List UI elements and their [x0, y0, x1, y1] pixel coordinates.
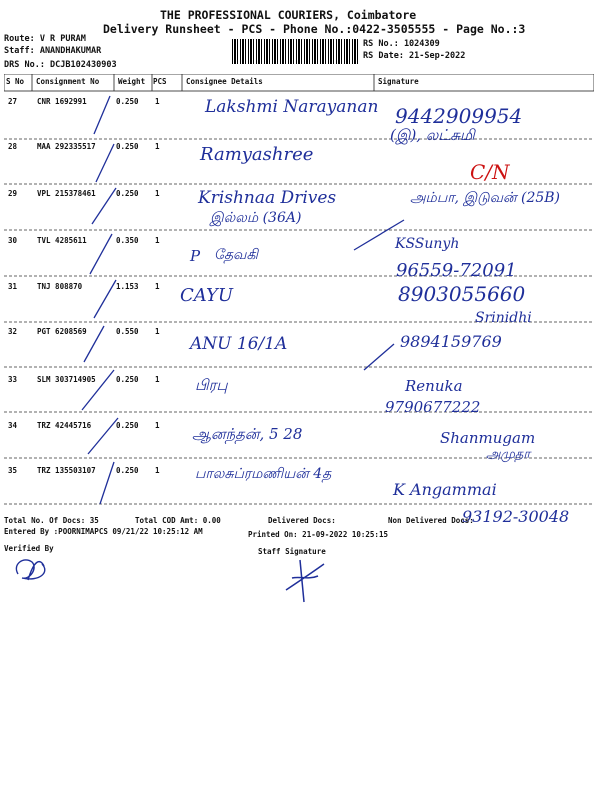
row-sno: 30: [8, 236, 18, 245]
rs-date: RS Date: 21-Sep-2022: [363, 51, 466, 61]
row-consignment: TRZ 42445716: [37, 421, 92, 430]
col-weight: Weight: [118, 77, 146, 86]
staff-label: Staff: ANANDHAKUMAR: [4, 46, 102, 56]
consignee-address: இல்லம் (36A): [210, 210, 302, 226]
col-pcs: PCS: [153, 77, 167, 86]
status-note: C/N: [470, 160, 510, 184]
col-consignee: Consignee Details: [186, 77, 263, 86]
receiver-signature: அம்பா, இடுவன் (25B): [410, 190, 561, 206]
row-weight: 0.250: [116, 142, 139, 151]
non-delivered-docs: Non Delivered Docs:: [388, 516, 474, 525]
row-sno: 29: [8, 189, 18, 198]
row-consignment: CNR 1692991: [37, 97, 87, 106]
row-sno: 34: [8, 421, 18, 430]
row-weight: 0.250: [116, 466, 139, 475]
row-sno: 32: [8, 327, 18, 336]
consignee-name: ANU 16/1A: [190, 334, 288, 354]
consignee-name: Ramyashree: [200, 144, 314, 165]
row-weight: 0.550: [116, 327, 139, 336]
consignee-name: Lakshmi Narayanan: [205, 97, 379, 117]
row-pcs: 1: [155, 142, 160, 151]
consignee-address: தேவகி: [214, 247, 258, 263]
col-sno: S No: [6, 77, 25, 86]
consignee-name: ஆனந்தன், 5 28: [192, 425, 303, 443]
row-pcs: 1: [155, 375, 160, 384]
staff-signature: [280, 556, 330, 604]
drs-label: DRS No.: DCJB102430903: [4, 60, 117, 70]
row-weight: 0.250: [116, 375, 139, 384]
row-sno: 28: [8, 142, 18, 151]
receiver-name: K Angammai: [393, 480, 497, 499]
receiver-phone: 8903055660: [398, 282, 526, 306]
row-sno: 33: [8, 375, 18, 384]
runsheet-title: Delivery Runsheet - PCS - Phone No.:0422-3505555 - Page No.:3: [103, 22, 526, 36]
drs-barcode: [232, 39, 358, 64]
receiver-phone: 9442909954: [395, 104, 523, 128]
row-pcs: 1: [155, 327, 160, 336]
verifier-signature: [10, 554, 55, 586]
row-consignment: TNJ 808870: [37, 282, 83, 291]
total-docs: Total No. Of Docs: 35: [4, 516, 99, 525]
staff-signature-label: Staff Signature: [258, 547, 326, 556]
entered-by: Entered By :POORNIMAPCS 09/21/22 10:25:12 AM: [4, 527, 203, 536]
row-pcs: 1: [155, 421, 160, 430]
receiver-phone: 9894159769: [400, 332, 502, 351]
row-consignment: TVL 4285611: [37, 236, 87, 245]
consignee-name: CAYU: [180, 285, 234, 306]
verified-by-label: Verified By: [4, 544, 54, 553]
row-pcs: 1: [155, 236, 160, 245]
consignee-name: Krishnaa Drives: [198, 188, 337, 208]
receiver-name: Shanmugam: [440, 429, 536, 447]
receiver-signature: Renuka: [405, 377, 463, 395]
receiver-phone: 96559-72091: [396, 260, 517, 281]
receiver-signature: (இ), லட்சுமி: [390, 126, 475, 144]
col-consignment: Consignment No: [36, 77, 100, 86]
row-sno: 35: [8, 466, 18, 475]
row-consignment: TRZ 135503107: [37, 466, 96, 475]
receiver-phone: 9790677222: [385, 398, 481, 416]
receiver-signature: Srinidhi: [475, 310, 532, 326]
consignee-name: பிரபு: [195, 376, 228, 394]
row-consignment: MAA 292335517: [37, 142, 96, 151]
receiver-phone: 93192-30048: [462, 507, 570, 526]
row-weight: 0.250: [116, 97, 139, 106]
delivered-docs: Delivered Docs:: [268, 516, 336, 525]
route-label: Route: V R PURAM: [4, 34, 86, 44]
row-weight: 0.250: [116, 189, 139, 198]
consignee-name: P: [190, 247, 201, 265]
row-sno: 27: [8, 97, 18, 106]
row-weight: 0.350: [116, 236, 139, 245]
row-consignment: VPL 215378461: [37, 189, 96, 198]
row-pcs: 1: [155, 189, 160, 198]
row-sno: 31: [8, 282, 18, 291]
row-consignment: SLM 303714905: [37, 375, 96, 384]
company-title: THE PROFESSIONAL COURIERS, Coimbatore: [160, 8, 417, 22]
rs-number: RS No.: 1024309: [363, 39, 440, 49]
total-cod: Total COD Amt: 0.00: [135, 516, 221, 525]
consignee-name: பாலசுப்ரமணியன் 4த: [195, 466, 332, 482]
row-pcs: 1: [155, 466, 160, 475]
row-pcs: 1: [155, 282, 160, 291]
row-consignment: PGT 6208569: [37, 327, 87, 336]
printed-on: Printed On: 21-09-2022 10:25:15: [248, 530, 388, 539]
row-weight: 1.153: [116, 282, 139, 291]
receiver-signature: KSSunyh: [395, 236, 460, 252]
row-pcs: 1: [155, 97, 160, 106]
row-weight: 0.250: [116, 421, 139, 430]
receiver-signature: அமுதா: [486, 447, 531, 462]
col-signature: Signature: [378, 77, 419, 86]
